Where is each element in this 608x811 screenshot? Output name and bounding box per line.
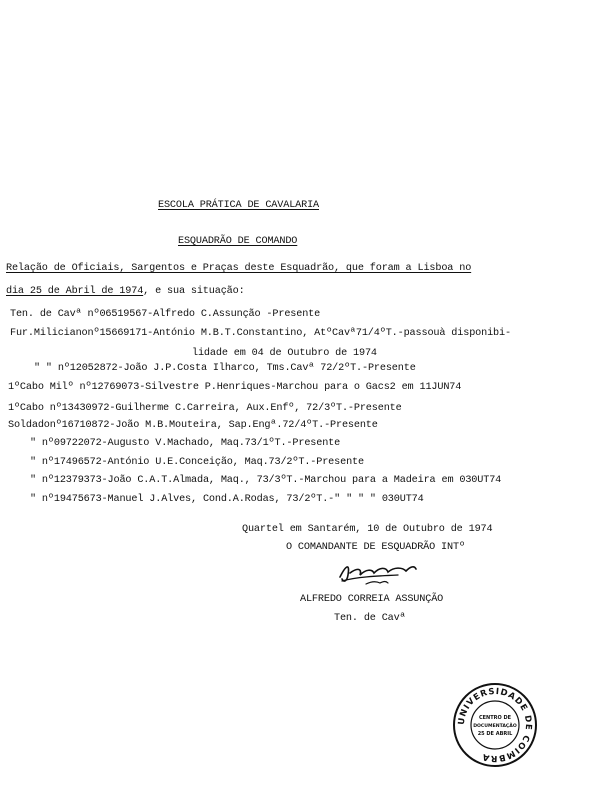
entry-2: Fur.Milicianonº15669171-António M.B.T.Constantino, AtºCavª71/4ºT.-passouà disponibi- bbox=[10, 328, 511, 339]
commander-rank: Ten. de Cavª bbox=[334, 613, 406, 624]
entry-7: " nº09722072-Augusto V.Machado, Maq.73/1ºT.-Presente bbox=[30, 438, 341, 449]
entry-3: " " nº12052872-João J.P.Costa Ilharco, Tms.Cavª 72/2ºT.-Presente bbox=[34, 363, 416, 374]
place-date: Quartel em Santarém, 10 de Outubro de 1974 bbox=[242, 524, 493, 535]
archive-stamp bbox=[452, 682, 538, 768]
handwritten-signature bbox=[336, 557, 426, 589]
entry-4: 1ºCabo Milº nº12769073-Silvestre P.Henriques-Marchou para o Gacs2 em 11JUN74 bbox=[8, 382, 462, 393]
squadron-heading: ESQUADRÃO DE COMANDO bbox=[178, 236, 298, 247]
school-heading: ESCOLA PRÁTICA DE CAVALARIA bbox=[158, 200, 320, 211]
entry-5: 1ºCabo nº13430972-Guilherme C.Carreira, Aux.Enfº, 72/3ºT.-Presente bbox=[8, 403, 402, 414]
stamp-center-line-2: DOCUMENTAÇÃO bbox=[473, 724, 517, 729]
entry-9: " nº12379373-João C.A.T.Almada, Maq., 73/3ºT.-Marchou para a Madeira em 030UT74 bbox=[30, 475, 502, 486]
entry-10: " nº19475673-Manuel J.Alves, Cond.A.Rodas, 73/2ºT.-" " " " 030UT74 bbox=[30, 494, 424, 505]
commander-name: ALFREDO CORREIA ASSUNÇÃO bbox=[300, 594, 444, 605]
stamp-center-line-3: 25 DE ABRIL bbox=[477, 731, 513, 737]
intro-line-1 bbox=[6, 262, 471, 275]
stamp-ring-text: UNIVERSIDADE DE COIMBRA bbox=[456, 686, 534, 764]
stamp-center-line-1: CENTRO DE bbox=[478, 715, 512, 721]
entry-1: Ten. de Cavª nº06519567-Alfredo C.Assunção -Presente bbox=[10, 309, 321, 320]
entry-2-cont: lidade em 04 de Outubro de 1974 bbox=[192, 348, 377, 359]
intro-text-2: , e sua situação: bbox=[143, 286, 245, 297]
intro-date: dia 25 de Abril de 1974 bbox=[6, 286, 144, 297]
entry-6: Soldadonº16710872-João M.B.Mouteira, Sap.Engª.72/4ºT.-Presente bbox=[8, 420, 378, 431]
commander-title: O COMANDANTE DE ESQUADRÃO INTº bbox=[286, 542, 465, 553]
intro-text-1: Relação de Oficiais, Sargentos e Praças deste Esquadrão, que foram a Lisboa no bbox=[6, 263, 472, 274]
entry-8: " nº17496572-António U.E.Conceição, Maq.73/2ºT.-Presente bbox=[30, 457, 364, 468]
intro-line-2 bbox=[6, 285, 245, 298]
